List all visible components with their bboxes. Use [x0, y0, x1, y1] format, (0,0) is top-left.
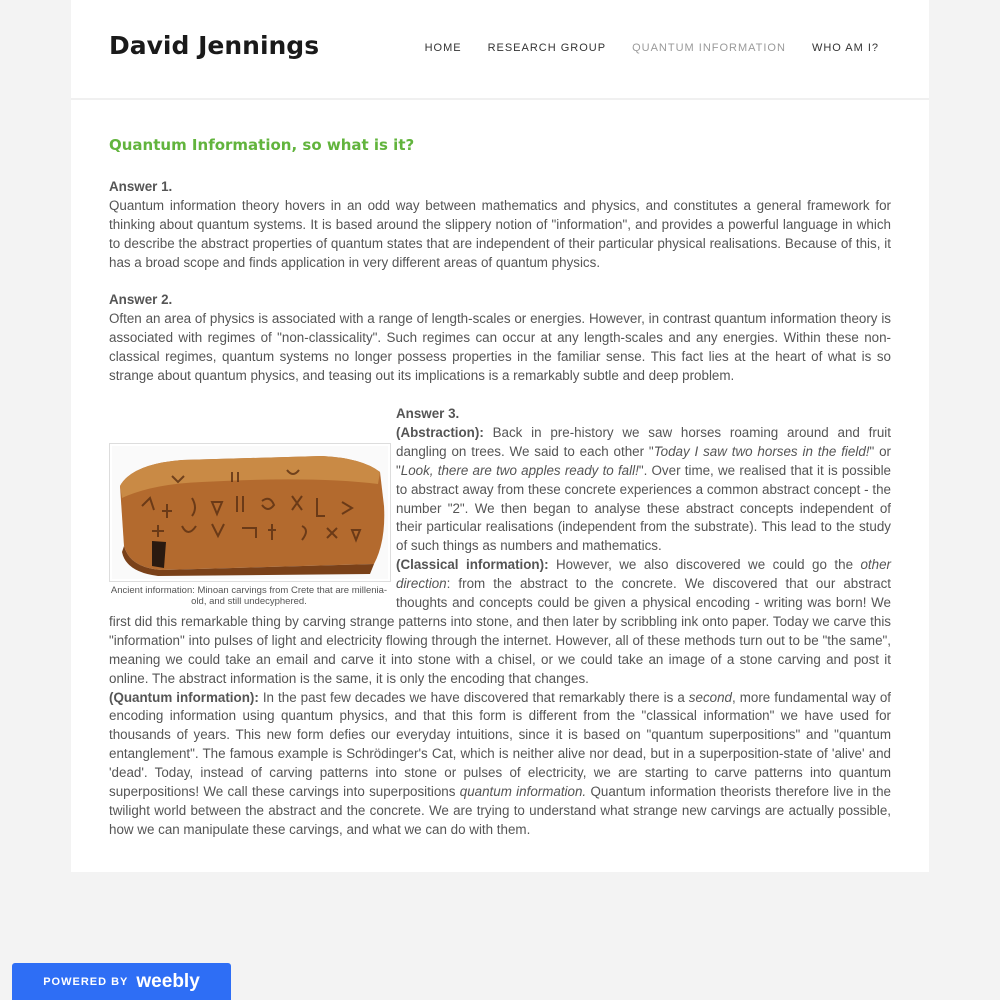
- nav-research-group[interactable]: RESEARCH GROUP: [487, 42, 607, 54]
- classical-label: (Classical information):: [396, 557, 549, 573]
- answer-3-label: Answer 3.: [396, 405, 460, 421]
- classical-text-2: : from the abstract to the concrete. We discovered that our abstract thoughts and concepts could be given a physical encoding - writing was born! We first did this remarkable thing by carving strange patterns into stone, and then later by scribbling ink onto paper. Today we carve this "information" into pulses of light and electricity flowing through the internet. However, all of these methods turn out to be "the same", meaning we could take an email and carve it into stone with a chisel, or we could take an image of a stone carving and post it online. The abstract information is the same, it is only the encoding that changes.: [109, 576, 891, 686]
- nav-home[interactable]: HOME: [424, 42, 462, 54]
- abstraction-text-1: Back in pre-history we saw horses roaming around and fruit dangling on trees. We said to each other ": [396, 424, 891, 459]
- abstraction-text-2: " or ": [396, 443, 891, 478]
- abstraction-quote-1: Today I saw two horses in the field!: [653, 443, 870, 459]
- quantum-emphasis-1: second: [688, 689, 732, 705]
- figure-frame: [109, 443, 391, 582]
- answer-1-text: Quantum information theory hovers in an odd way between mathematics and physics, and constitutes a general framework for thinking about quantum systems. It is based around the slippery notion of "information", and provides a powerful language in which to describe the abstract properties of quantum states that are independent of their particular physical realisations. Because of this, it has a broad scope and finds application in very different areas of quantum physics.: [109, 197, 891, 270]
- minoan-tablet-image: [112, 446, 388, 579]
- abstraction-label: (Abstraction):: [396, 424, 484, 440]
- quantum-text-2: , more fundamental way of encoding information using quantum physics, and that this form is different from the "classical information" we have used for thousands of years. This new form defies our everyday intuitions, since it is based on "quantum superpositions" and "quantum entanglement". The famous example is Schrödinger's Cat, which is neither alive nor dead, but in a superposition-state of 'alive' and 'dead'. Today, instead of carving patterns into stone or pulses of electricity, we are starting to carve patterns into quantum superpositions! We call these carvings into superpositions: [109, 689, 891, 800]
- site-title[interactable]: David Jennings: [109, 31, 320, 60]
- powered-by-weebly-badge[interactable]: [12, 963, 231, 1000]
- quantum-text-1: In the past few decades we have discovered that remarkably there is a: [258, 689, 689, 705]
- answer-3: [109, 405, 891, 840]
- answer-2-text: Often an area of physics is associated with a range of length-scales or energies. However, in contrast quantum information theory is associated with regimes of "non-classicality". Such regimes can occur at any length-scales and any energies. Within these non-classical regimes, quantum systems no longer possess properties in the familiar sense. This fact lies at the heart of what is so strange about quantum physics, and teasing out its implications is a remarkably subtle and deep problem.: [109, 311, 891, 384]
- main-content: [109, 136, 891, 859]
- classical-text-1: However, we also discovered we could go the: [548, 557, 861, 573]
- main-nav: [399, 42, 879, 54]
- weebly-logo: weebly: [136, 970, 200, 992]
- figure-caption: Ancient information: Minoan carvings from Crete that are millenia-old, and still undecyphered.: [110, 584, 388, 607]
- answer-2-label: Answer 2.: [109, 292, 173, 308]
- abstraction-quote-2: Look, there are two apples ready to fall!: [400, 462, 639, 478]
- page-container: [71, 0, 929, 872]
- quantum-emphasis-2: quantum information.: [459, 784, 587, 800]
- minoan-figure: [109, 443, 389, 607]
- answer-1: [109, 178, 891, 273]
- answer-2: [109, 291, 891, 386]
- page-heading: Quantum Information, so what is it?: [109, 136, 415, 154]
- abstraction-text-3: ". Over time, we realised that it is possible to abstract away from these concrete experiences a common abstract concept - the number "2". We then began to analyse these abstract concepts independent of their particular realisations (independent from the substrate). This lead to the study of such things as numbers and mathematics.: [396, 462, 891, 554]
- classical-emphasis: other direction: [396, 557, 891, 592]
- quantum-label: (Quantum information):: [109, 689, 259, 705]
- nav-who-am-i[interactable]: WHO AM I?: [811, 42, 879, 54]
- answer-1-label: Answer 1.: [109, 178, 173, 194]
- powered-by-label: POWERED BY: [43, 975, 129, 988]
- quantum-text-3: Quantum information theorists therefore live in the twilight world between the abstract and the concrete. We are trying to understand what strange new carvings are actually possible, how we can manipulate these carvings, and what we can do with them.: [109, 784, 891, 837]
- site-header: [71, 0, 929, 100]
- nav-quantum-information[interactable]: QUANTUM INFORMATION: [632, 42, 786, 54]
